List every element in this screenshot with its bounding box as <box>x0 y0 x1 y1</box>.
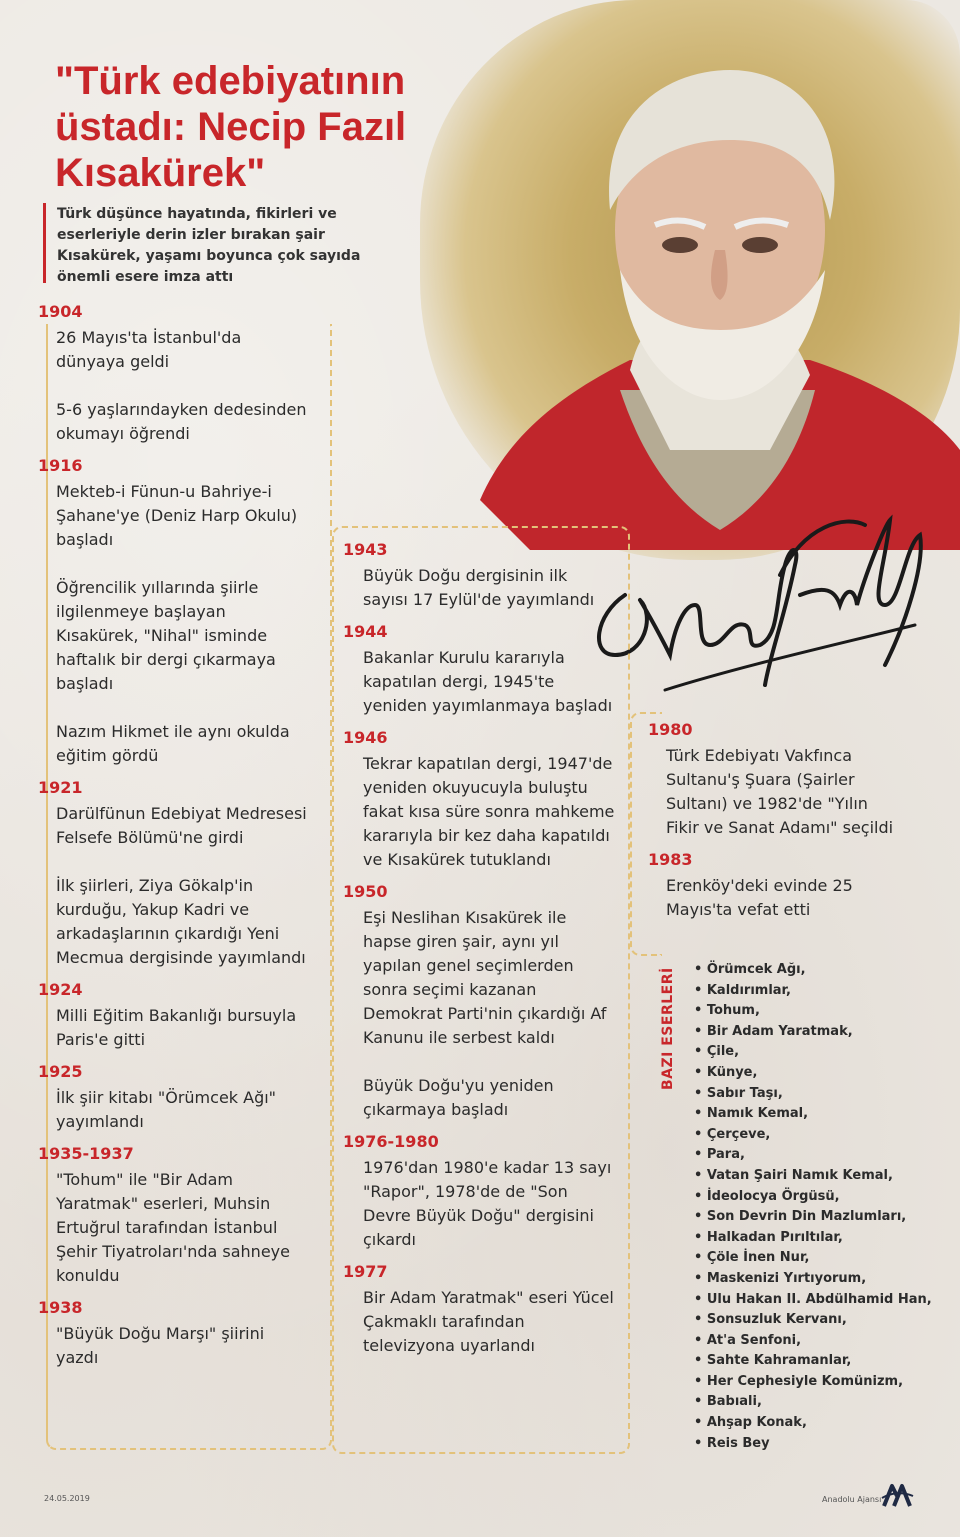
works-list <box>694 960 934 1454</box>
timeline-event: Eşi Neslihan Kısakürek ile hapse giren şair, aynı yıl yapılan genel seçimlerden sonra seçimi kazanan Demokrat Parti'nin çıkardığı Af Kanunu ile serbest kaldı <box>363 908 607 1047</box>
list-item: • Ulu Hakan II. Abdülhamid Han, <box>694 1290 934 1311</box>
timeline-entry <box>345 540 615 612</box>
list-item: • Örümcek Ağı, <box>694 960 934 981</box>
timeline-entry <box>40 1298 310 1370</box>
list-item: • Maskenizi Yırtıyorum, <box>694 1269 934 1290</box>
list-item: • Ahşap Konak, <box>694 1413 934 1434</box>
timeline-event: Büyük Doğu'yu yeniden çıkarmaya başladı <box>363 1076 554 1119</box>
list-item: • Sahte Kahramanlar, <box>694 1351 934 1372</box>
timeline-event: Bir Adam Yaratmak" eseri Yücel Çakmaklı tarafından televizyona uyarlandı <box>363 1288 614 1355</box>
timeline-event: Nazım Hikmet ile aynı okulda eğitim gördü <box>56 722 290 765</box>
timeline-entry <box>40 456 310 768</box>
timeline-event: 26 Mayıs'ta İstanbul'da dünyaya geldi <box>56 328 242 371</box>
portrait-photo <box>470 30 960 550</box>
footer-date: 24.05.2019 <box>44 1494 90 1503</box>
timeline-year: 1921 <box>38 778 83 797</box>
list-item: • Çerçeve, <box>694 1125 934 1146</box>
list-item: • Halkadan Pırıltılar, <box>694 1228 934 1249</box>
list-item: • İdeolocya Örgüsü, <box>694 1187 934 1208</box>
list-item: • Vatan Şairi Namık Kemal, <box>694 1166 934 1187</box>
list-item: • Son Devrin Din Mazlumları, <box>694 1207 934 1228</box>
timeline-entry <box>40 1062 310 1134</box>
timeline-year: 1944 <box>343 622 388 641</box>
timeline-year: 1904 <box>38 302 83 321</box>
timeline-event: Büyük Doğu dergisinin ilk sayısı 17 Eylül'de yayımlandı <box>363 566 595 609</box>
timeline-entry <box>648 720 898 840</box>
timeline-event: Öğrencilik yıllarında şiirle ilgilenmeye başlayan Kısakürek, "Nihal" isminde haftalık bir dergi çıkarmaya başladı <box>56 578 276 693</box>
page-title: "Türk edebiyatının üstadı: Necip Fazıl Kısakürek" <box>55 59 407 195</box>
list-item: • Çile, <box>694 1042 934 1063</box>
timeline-entry <box>40 778 310 970</box>
timeline-entry <box>345 728 615 872</box>
timeline-event: "Büyük Doğu Marşı" şiirini yazdı <box>56 1324 265 1367</box>
timeline-event: "Tohum" ile "Bir Adam Yaratmak" eserleri, Muhsin Ertuğrul tarafından İstanbul Şehir Tiyatroları'nda sahneye konuldu <box>56 1170 290 1285</box>
timeline-event: Mekteb-i Fünun-u Bahriye-i Şahane'ye (Deniz Harp Okulu) başladı <box>56 482 298 549</box>
list-item: • Her Cephesiyle Komünizm, <box>694 1372 934 1393</box>
list-item: • Çöle İnen Nur, <box>694 1248 934 1269</box>
timeline-entry <box>40 980 310 1052</box>
timeline-year: 1925 <box>38 1062 83 1081</box>
timeline-middle <box>345 540 615 1368</box>
works-label <box>660 965 680 1090</box>
list-item: • Kaldırımlar, <box>694 981 934 1002</box>
list-item: • Reis Bey <box>694 1434 934 1455</box>
timeline-year: 1916 <box>38 456 83 475</box>
timeline-year: 1976-1980 <box>343 1132 439 1151</box>
timeline-year: 1943 <box>343 540 388 559</box>
timeline-event: Türk Edebiyatı Vakfınca Sultanu'ş Şuara (Şairler Sultanı) ve 1982'de "Yılın Fikir ve Sanat Adamı" seçildi <box>666 746 894 837</box>
list-item: • Künye, <box>694 1063 934 1084</box>
timeline-event: Milli Eğitim Bakanlığı bursuyla Paris'e gitti <box>56 1006 297 1049</box>
list-item: • Tohum, <box>694 1001 934 1022</box>
aa-logo-icon <box>880 1482 914 1508</box>
timeline-year: 1980 <box>648 720 693 739</box>
timeline-event: Tekrar kapatılan dergi, 1947'de yeniden okuyucuyla buluştu fakat kısa süre sonra mahkeme kararıyla bir kez daha kapatıldı ve Kısakürek tutuklandı <box>363 754 615 869</box>
timeline-entry <box>40 302 310 446</box>
timeline-entry <box>345 1132 615 1252</box>
timeline-right <box>648 720 898 932</box>
timeline-event: Erenköy'deki evinde 25 Mayıs'ta vefat etti <box>666 876 853 919</box>
timeline-year: 1983 <box>648 850 693 869</box>
timeline-year: 1924 <box>38 980 83 999</box>
timeline-entry <box>345 1262 615 1358</box>
works-label-text: BAZI ESERLERİ <box>660 967 676 1090</box>
timeline-year: 1977 <box>343 1262 388 1281</box>
list-item: • Para, <box>694 1145 934 1166</box>
footer-agency: Anadolu Ajansı <box>822 1495 882 1504</box>
timeline-event: Bakanlar Kurulu kararıyla kapatılan dergi, 1945'te yeniden yayımlanmaya başladı <box>363 648 613 715</box>
timeline-entry <box>40 1144 310 1288</box>
list-item: • Bir Adam Yaratmak, <box>694 1022 934 1043</box>
list-item: • At'a Senfoni, <box>694 1331 934 1352</box>
timeline-entry <box>345 622 615 718</box>
intro-accent-bar <box>43 203 46 283</box>
list-item: • Sabır Taşı, <box>694 1084 934 1105</box>
timeline-year: 1938 <box>38 1298 83 1317</box>
timeline-year: 1935-1937 <box>38 1144 134 1163</box>
timeline-entry <box>345 882 615 1122</box>
list-item: • Namık Kemal, <box>694 1104 934 1125</box>
timeline-event: İlk şiir kitabı "Örümcek Ağı" yayımlandı <box>56 1088 277 1131</box>
timeline-year: 1946 <box>343 728 388 747</box>
timeline-left <box>40 302 310 1380</box>
timeline-event: Darülfünun Edebiyat Medresesi Felsefe Bölümü'ne girdi <box>56 804 307 847</box>
signature <box>585 505 935 705</box>
timeline-event: 5-6 yaşlarındayken dedesinden okumayı öğrendi <box>56 400 307 443</box>
timeline-entry <box>648 850 898 922</box>
timeline-event: 1976'dan 1980'e kadar 13 sayı "Rapor", 1978'de de "Son Devre Büyük Doğu" dergisini çıkardı <box>363 1158 612 1249</box>
intro-text: Türk düşünce hayatında, fikirleri ve eserleriyle derin izler bırakan şair Kısakürek, yaşamı boyunca çok sayıda önemli esere imza attı <box>57 206 361 285</box>
list-item: • Babıali, <box>694 1392 934 1413</box>
timeline-event: İlk şiirleri, Ziya Gökalp'in kurduğu, Yakup Kadri ve arkadaşlarının çıkardığı Yeni Mecmua dergisinde yayımlandı <box>56 876 306 967</box>
list-item: • Sonsuzluk Kervanı, <box>694 1310 934 1331</box>
timeline-year: 1950 <box>343 882 388 901</box>
